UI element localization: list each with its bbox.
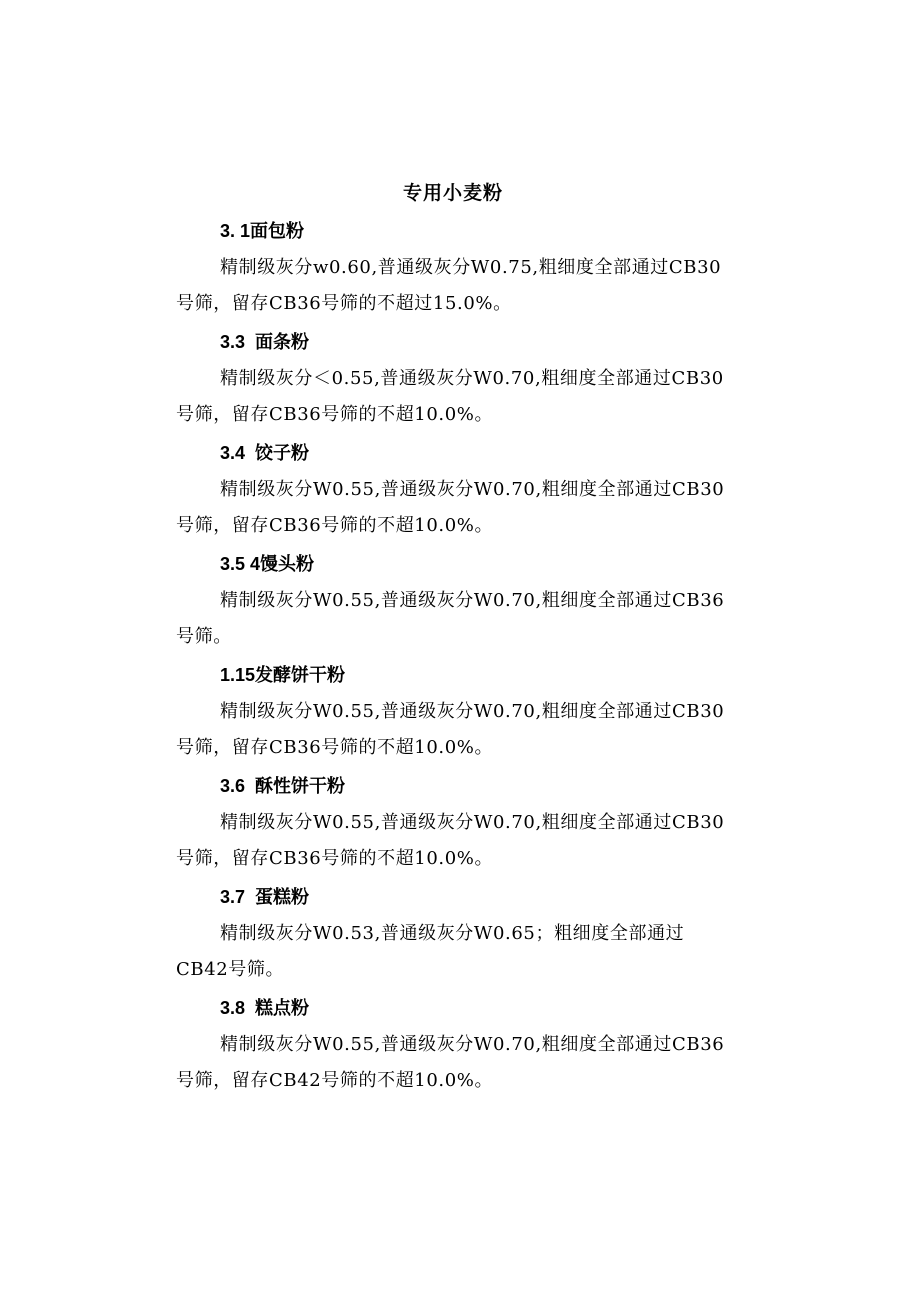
section-body: 精制级灰分＜0.55,普通级灰分W0.70,粗细度全部通过CB30号筛，留存CB36号筛的不超10.0%。 [176, 368, 724, 425]
section-body: 精制级灰分W0.53,普通级灰分W0.65；粗细度全部通过CB42号筛。 [176, 923, 685, 980]
section-cake-flour [176, 880, 736, 991]
section-bread-flour [176, 214, 736, 325]
document-page [176, 0, 736, 1301]
section-dumpling-flour [176, 436, 736, 547]
document-title: 专用小麦粉 [402, 182, 503, 204]
section-body: 精制级灰分w0.60,普通级灰分W0.75,粗细度全部通过CB30号筛，留存CB36号筛的不超过15.0%。 [176, 257, 722, 314]
section-body: 精制级灰分W0.55,普通级灰分W0.70,粗细度全部通过CB30号筛，留存CB36号筛的不超10.0%。 [176, 701, 725, 758]
section-short-biscuit-flour [176, 769, 736, 880]
section-heading: 3.7 蛋糕粉 [220, 887, 310, 907]
section-fermented-biscuit-flour [176, 658, 736, 769]
section-steamed-bun-flour [176, 547, 736, 658]
section-heading: 3. 1面包粉 [220, 221, 305, 241]
section-list [176, 214, 736, 1102]
section-noodle-flour [176, 325, 736, 436]
section-body: 精制级灰分W0.55,普通级灰分W0.70,粗细度全部通过CB36号筛，留存CB42号筛的不超10.0%。 [176, 1034, 725, 1091]
section-body: 精制级灰分W0.55,普通级灰分W0.70,粗细度全部通过CB30号筛，留存CB36号筛的不超10.0%。 [176, 812, 725, 869]
section-heading: 3.4 饺子粉 [220, 443, 310, 463]
section-pastry-flour [176, 991, 736, 1102]
section-body: 精制级灰分W0.55,普通级灰分W0.70,粗细度全部通过CB36号筛。 [176, 590, 725, 647]
section-heading: 3.5 4馒头粉 [220, 554, 315, 574]
section-heading: 1.15发酵饼干粉 [220, 665, 346, 685]
section-body: 精制级灰分W0.55,普通级灰分W0.70,粗细度全部通过CB30号筛，留存CB36号筛的不超10.0%。 [176, 479, 725, 536]
section-heading: 3.6 酥性饼干粉 [220, 776, 346, 796]
section-heading: 3.3 面条粉 [220, 332, 310, 352]
section-heading: 3.8 糕点粉 [220, 998, 310, 1018]
